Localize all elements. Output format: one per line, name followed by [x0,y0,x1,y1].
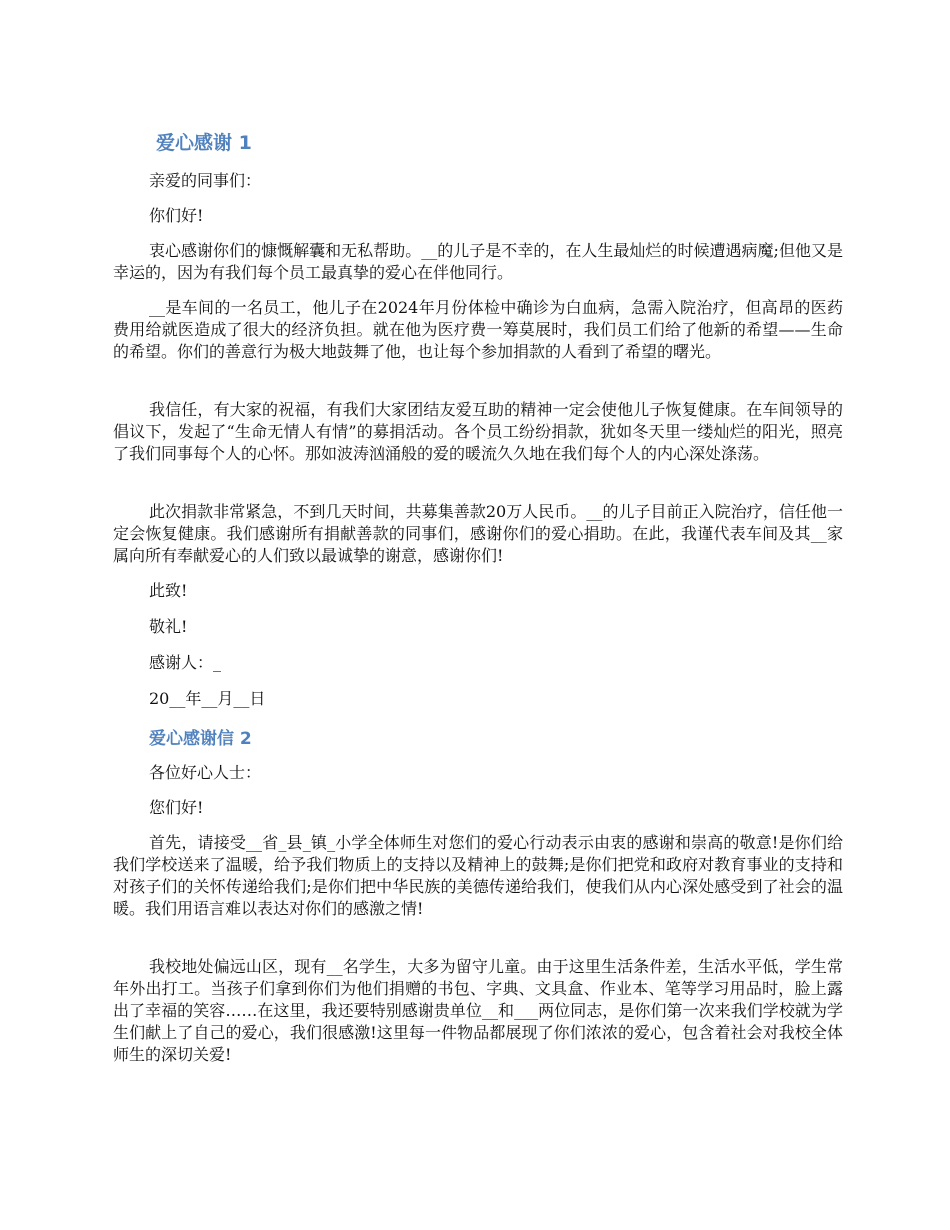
letter2-salutation: 各位好心人士： [149,763,262,782]
letter1-regards: 敬礼! [149,617,188,636]
letter1-closing: 此致! [149,581,188,600]
letter1-paragraph-3: 我信任，有大家的祝福，有我们大家团结友爱互助的精神一定会使他儿子恢复健康。在车间领导的倡议下，发起了“生命无情人有情”的募捐活动。各个员工纷纷捐款，犹如冬天里一缕灿烂的阳光，照亮了我们同事每个人的心怀。那如波涛汹涌般的爱的暖流久久地在我们每个人的内心深处涤荡。 [113,400,843,463]
letter2-greeting: 您们好! [149,798,204,817]
letter1-signature: 感谢人：_ [149,653,222,672]
letter1-greeting: 你们好! [149,206,204,225]
letter2-paragraph-1: 首先，请接受__省_县_镇_小学全体师生对您们的爱心行动表示由衷的感谢和崇高的敬意!是你们给我们学校送来了温暖，给予我们物质上的支持以及精神上的鼓舞;是你们把党和政府对教育事业的支持和对孩子们的关怀传递给我们;是你们把中华民族的美德传递给我们，使我们从内心深处感受到了社会的温暖。我们用语言难以表达对你们的感激之情! [113,833,843,918]
letter2-paragraph-2: 我校地处偏远山区，现有__名学生，大多为留守儿童。由于这里生活条件差，生活水平低，学生常年外出打工。当孩子们拿到你们为他们捐赠的书包、字典、文具盒、作业本、笔等学习用品时，脸上露出了幸福的笑容……在这里，我还要特别感谢贵单位__和___两位同志，是你们第一次来我们学校就为学生们献上了自己的爱心，我们很感激!这里每一件物品都展现了你们浓浓的爱心，包含着社会对我校全体师生的深切关爱! [113,957,843,1064]
letter1-title: 爱心感谢 1 [156,132,252,154]
letter1-paragraph-1: 衷心感谢你们的慷慨解囊和无私帮助。__的儿子是不幸的，在人生最灿烂的时候遭遇病魔;但他又是幸运的，因为有我们每个员工最真挚的爱心在伴他同行。 [113,241,843,282]
letter2-title: 爱心感谢信 2 [149,729,252,749]
letter1-paragraph-2: __是车间的一名员工，他儿子在2024年月份体检中确诊为白血病，急需入院治疗，但高昂的医药费用给就医造成了很大的经济负担。就在他为医疗费一筹莫展时，我们员工们给了他新的希望——生命的希望。你们的善意行为极大地鼓舞了他，也让每个参加捐款的人看到了希望的曙光。 [113,298,843,361]
letter1-paragraph-4: 此次捐款非常紧急，不到几天时间，共募集善款20万人民币。__的儿子目前正入院治疗，信任他一定会恢复健康。我们感谢所有捐献善款的同事们，感谢你们的爱心捐助。在此，我谨代表车间及其__家属向所有奉献爱心的人们致以最诚挚的谢意，感谢你们! [113,502,843,565]
letter1-salutation: 亲爱的同事们： [149,171,262,190]
letter1-date: 20__年__月__日 [149,689,266,708]
